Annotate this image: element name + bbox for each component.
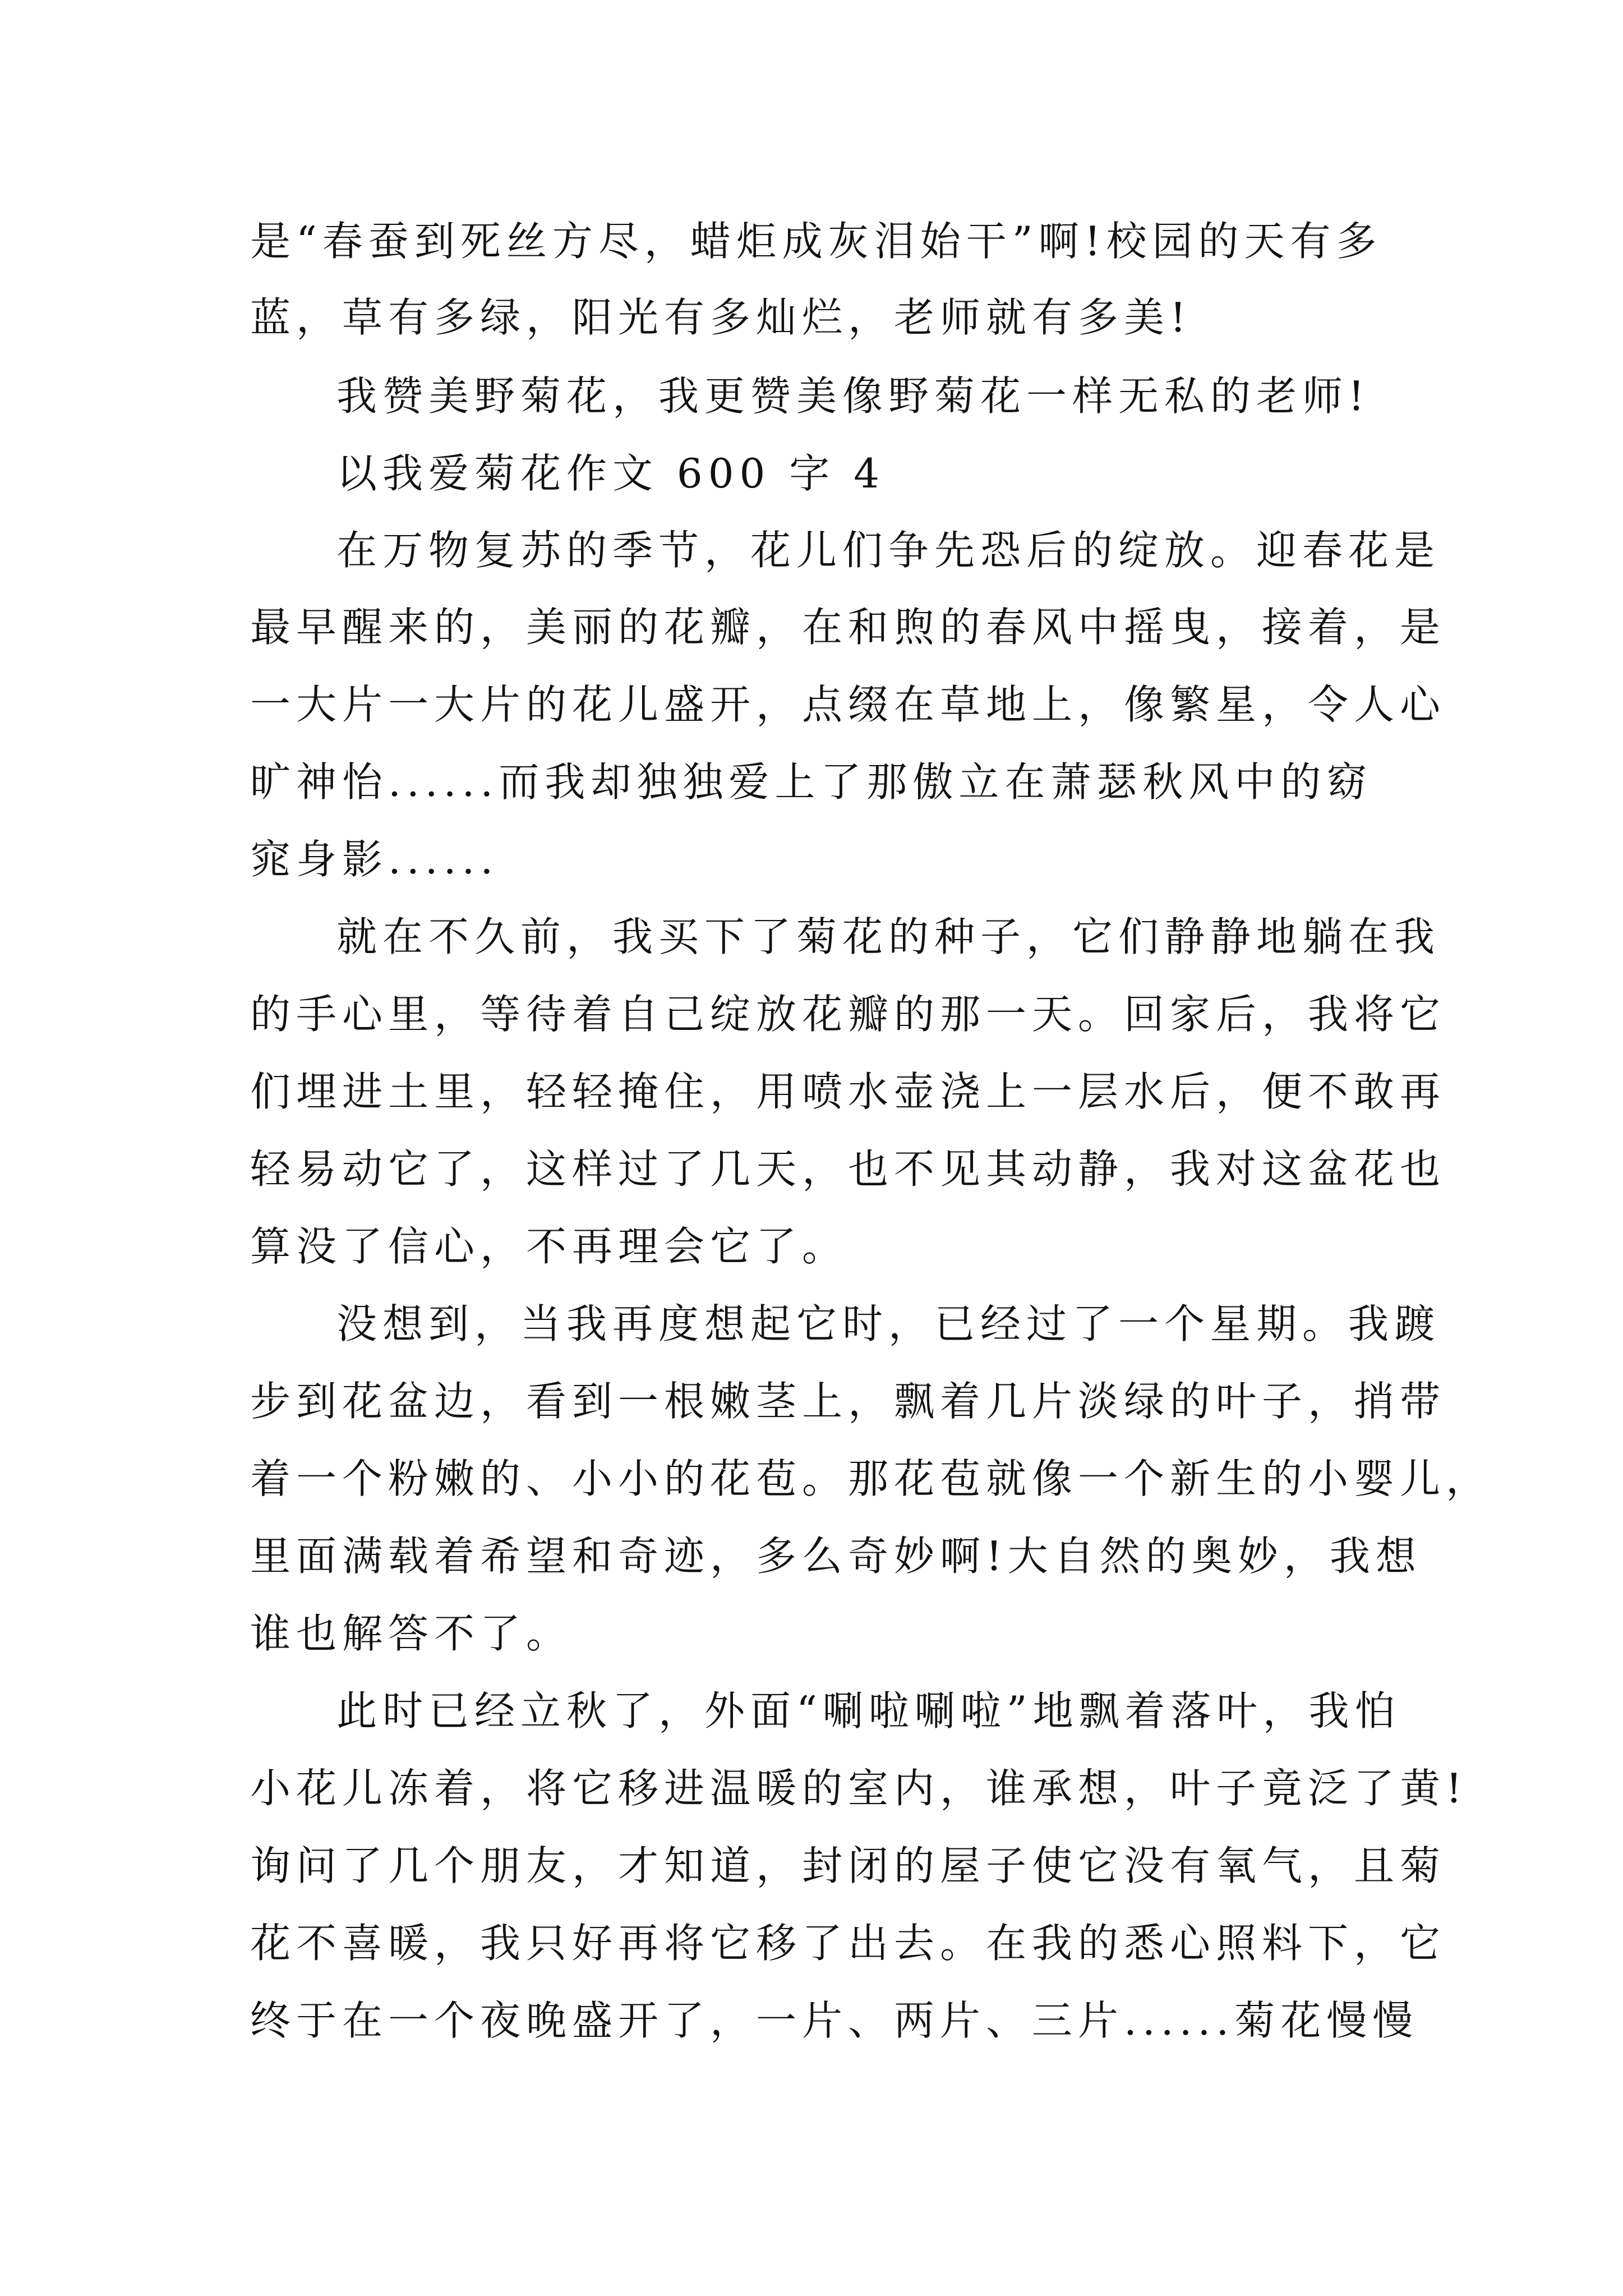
text-line-3: 我赞美野菊花，我更赞美像野菊花一样无私的老师! (336, 372, 1370, 420)
text-line-6: 最早醒来的，美丽的花瓣，在和煦的春风中摇曳，接着，是 (250, 604, 1446, 651)
text-line-15: 没想到，当我再度想起它时，已经过了一个星期。我踱 (336, 1300, 1441, 1347)
text-line-16: 步到花盆边，看到一根嫩茎上，飘着几片淡绿的叶子，捎带 (250, 1378, 1446, 1425)
text-line-1: 是“春蚕到死丝方尽，蜡炬成灰泪始干”啊!校园的天有多 (250, 218, 1382, 265)
text-line-2: 蓝，草有多绿，阳光有多灿烂，老师就有多美! (250, 294, 1192, 341)
text-line-20: 此时已经立秋了，外面“唰啦唰啦”地飘着落叶，我怕 (336, 1687, 1401, 1734)
text-line-14: 算没了信心，不再理会它了。 (250, 1223, 849, 1270)
text-line-9: 窕身影...... (250, 836, 499, 883)
text-line-7: 一大片一大片的花儿盛开，点缀在草地上，像繁星，令人心 (250, 681, 1446, 728)
text-line-24: 终于在一个夜晚盛开了，一片、两片、三片......菊花慢慢 (250, 1997, 1419, 2044)
text-line-11: 的手心里，等待着自己绽放花瓣的那一天。回家后，我将它 (250, 991, 1446, 1038)
text-line-5: 在万物复苏的季节，花儿们争先恐后的绽放。迎春花是 (336, 527, 1441, 574)
text-line-22: 询问了几个朋友，才知道，封闭的屋子使它没有氧气，且菊 (250, 1842, 1446, 1889)
section-heading: 以我爱菊花作文 600 字 4 (336, 450, 885, 497)
text-line-17: 着一个粉嫩的、小小的花苞。那花苞就像一个新生的小婴儿， (250, 1455, 1492, 1502)
text-line-19: 谁也解答不了。 (250, 1610, 573, 1657)
text-line-13: 轻易动它了，这样过了几天，也不见其动静，我对这盆花也 (250, 1145, 1446, 1193)
text-line-8: 旷神怡......而我却独独爱上了那傲立在萧瑟秋风中的窈 (250, 758, 1373, 806)
text-line-21: 小花儿冻着，将它移进温暖的室内，谁承想，叶子竟泛了黄! (250, 1765, 1468, 1812)
text-line-23: 花不喜暖，我只好再将它移了出去。在我的悉心照料下，它 (250, 1920, 1446, 1967)
text-line-18: 里面满载着希望和奇迹，多么奇妙啊!大自然的奥妙，我想 (250, 1533, 1422, 1580)
text-line-12: 们埋进土里，轻轻掩住，用喷水壶浇上一层水后，便不敢再 (250, 1068, 1446, 1115)
text-line-10: 就在不久前，我买下了菊花的种子，它们静静地躺在我 (336, 913, 1441, 960)
